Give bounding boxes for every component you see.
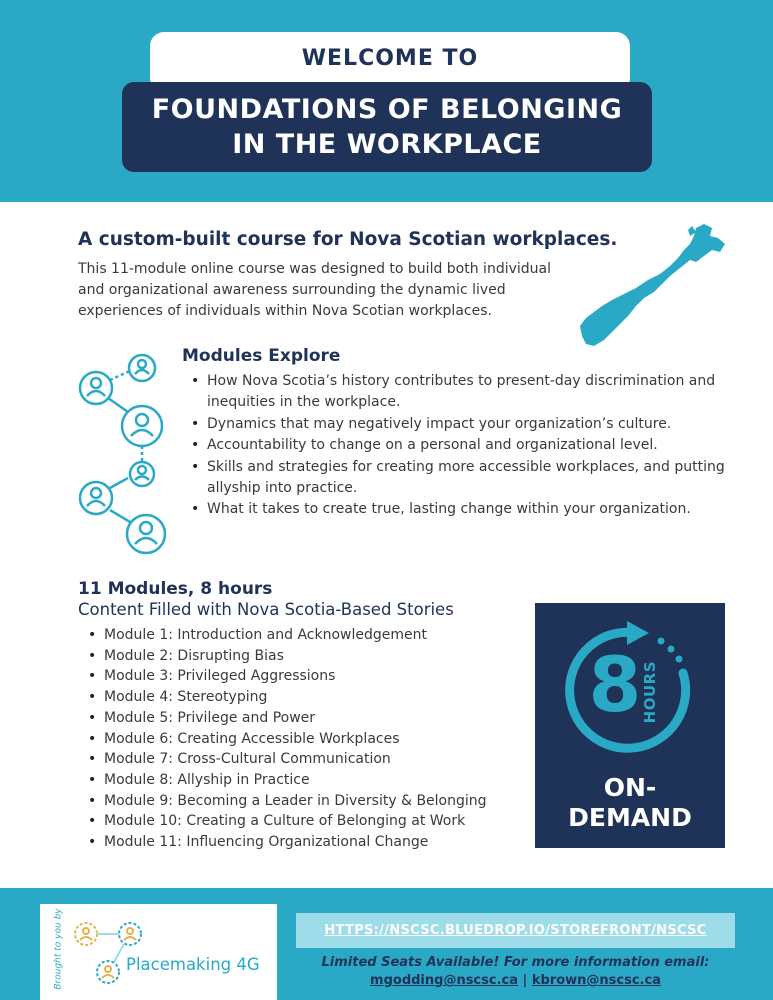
people-network-icon <box>74 350 174 555</box>
placemaking-logo-icon <box>72 916 162 988</box>
title-line-2: IN THE WORKPLACE <box>232 129 542 160</box>
intro-paragraph: This 11-module online course was designed to build both individual and organizational awareness surrounding the dynamic lived experiences of individuals within Nova Scotian workplaces. <box>78 261 551 319</box>
intro-headline: A custom-built course for Nova Scotian workplaces. <box>78 229 618 250</box>
module-item: • Module 4: Stereotyping <box>88 687 487 708</box>
content-subheading: Content Filled with Nova Scotia-Based Stories <box>78 600 454 619</box>
title-banner <box>122 82 652 172</box>
module-item: • Module 10: Creating a Culture of Belonging at Work <box>88 811 487 832</box>
hours-number: 8 <box>588 640 642 729</box>
modules-explore-list <box>189 371 729 521</box>
welcome-text: WELCOME TO <box>301 46 479 71</box>
module-item: • Module 8: Allyship in Practice <box>88 770 487 791</box>
module-list <box>88 625 487 853</box>
on-demand-line-2: DEMAND <box>568 803 692 832</box>
list-item: • How Nova Scotia’s history contributes to present-day discrimination and inequities in the workplace. <box>189 371 729 413</box>
email-link-kbrown[interactable]: kbrown@nscsc.ca <box>531 973 661 988</box>
email-link-mgodding[interactable]: mgodding@nscsc.ca <box>370 973 519 988</box>
storefront-url-box <box>296 913 735 948</box>
storefront-link[interactable]: HTTPS://NSCSC.BLUEDROP.IO/STOREFRONT/NSCSC <box>324 923 707 938</box>
module-item: • Module 7: Cross-Cultural Communication <box>88 749 487 770</box>
module-item: • Module 5: Privilege and Power <box>88 708 487 729</box>
module-item: • Module 1: Introduction and Acknowledgement <box>88 625 487 646</box>
sponsor-logo-card <box>40 904 277 1000</box>
list-item: • Accountability to change on a personal and organizational level. <box>189 435 729 456</box>
on-demand-label <box>535 773 725 833</box>
limited-seats-text: Limited Seats Available! For more information email: <box>321 955 710 970</box>
list-item: • Dynamics that may negatively impact your organization’s culture. <box>189 414 729 435</box>
brought-by-label: Brought to you by <box>53 908 64 990</box>
module-item: • Module 9: Becoming a Leader in Diversity & Belonging <box>88 791 487 812</box>
logo-name: Placemaking 4G <box>126 955 260 974</box>
list-item: • Skills and strategies for creating more accessible workplaces, and putting allyship into practice. <box>189 457 729 499</box>
on-demand-line-1: ON- <box>603 773 657 802</box>
module-count-heading: 11 Modules, 8 hours <box>78 579 273 599</box>
module-item: • Module 2: Disrupting Bias <box>88 646 487 667</box>
title-line-1: FOUNDATIONS OF BELONGING <box>151 94 623 125</box>
module-item: • Module 11: Influencing Organizational Change <box>88 832 487 853</box>
module-item: • Module 6: Creating Accessible Workplaces <box>88 729 487 750</box>
nova-scotia-map-icon <box>578 222 728 350</box>
list-item: • What it takes to create true, lasting change within your organization. <box>189 499 729 520</box>
hours-badge <box>535 603 725 848</box>
hours-label: HOURS <box>641 661 659 724</box>
email-separator: | <box>522 973 528 988</box>
modules-explore-heading: Modules Explore <box>182 346 341 366</box>
contact-emails <box>296 973 735 988</box>
module-item: • Module 3: Privileged Aggressions <box>88 666 487 687</box>
